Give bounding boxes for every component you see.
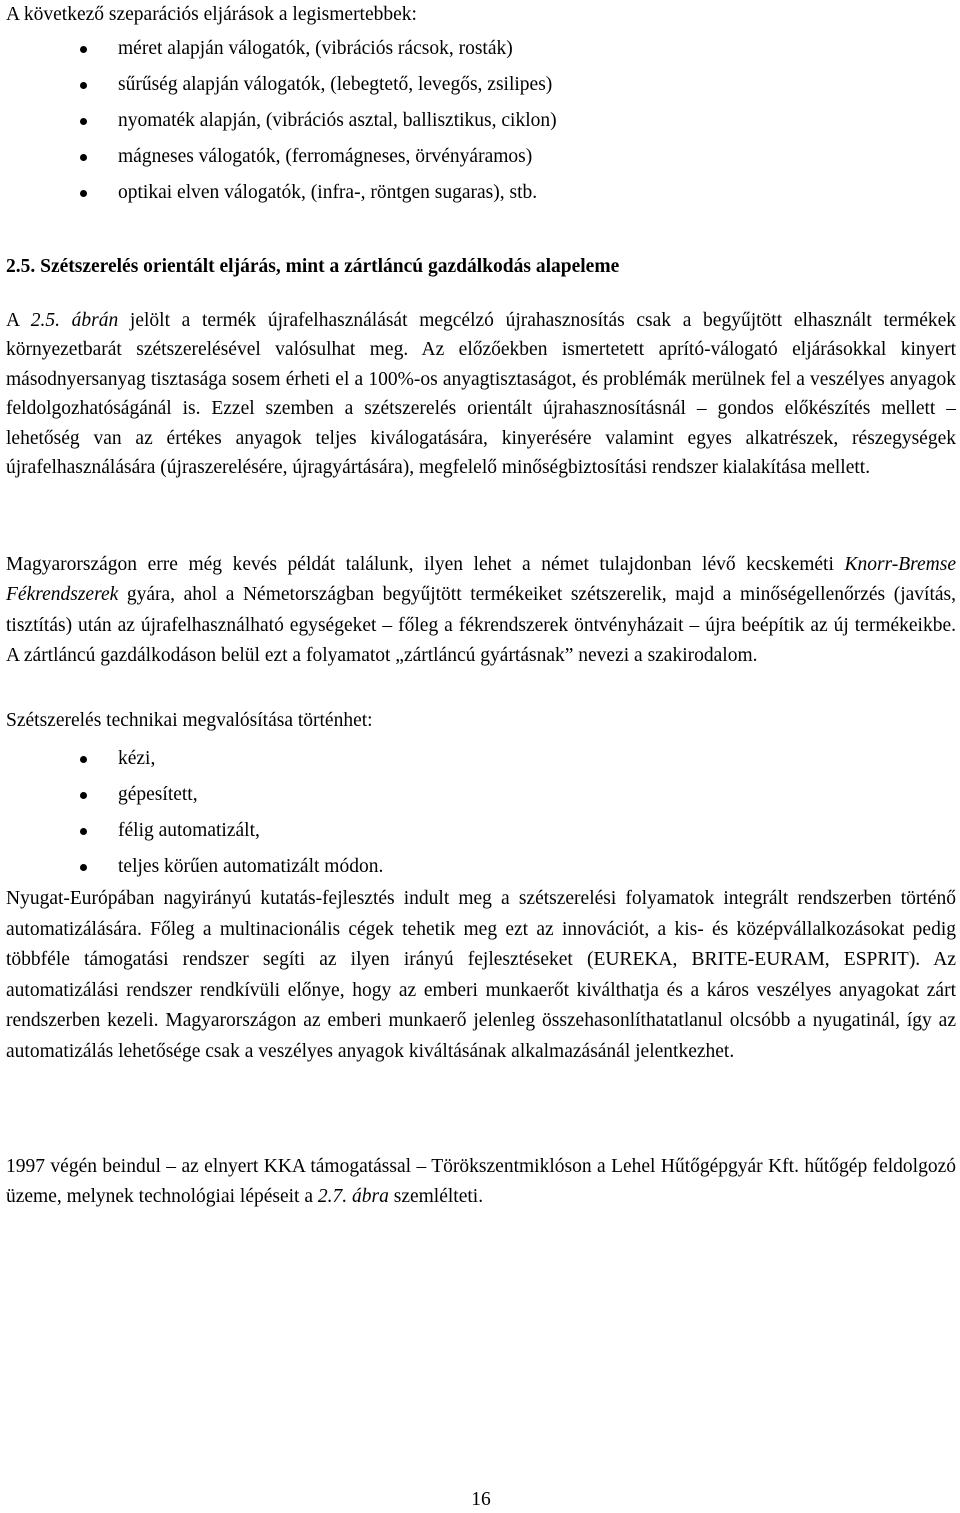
bullet-icon [80, 792, 87, 799]
bullet-icon [80, 46, 87, 53]
paragraph-text: gyára, ahol a Németországban begyűjtött termékeiket szétszerelik, majd a minőségellenőrzés (javítás, tisztítás) után az újrafelhasználható egységeket – főleg a fékrendszerek öntvényházait – újra beépítik az új termékeikbe. A zártláncú gazdálkodáson belül ezt a folyamatot „zártláncú gyártásnak” nevezi a szakirodalom. [6, 584, 956, 666]
list-item-text: optikai elven válogatók, (infra-, röntgen sugaras), stb. [118, 182, 538, 203]
paragraph-lehel-factory [6, 1152, 956, 1212]
paragraph-lead: A [6, 310, 31, 331]
company-name: Knorr-Bremse Fékrendszerek [6, 554, 956, 606]
section-heading: 2.5. Szétszerelés orientált eljárás, mint a zártláncú gazdálkodás alapeleme [6, 256, 620, 277]
paragraph-text: szemlélteti. [388, 1186, 484, 1207]
list-item-text: teljes körűen automatizált módon. [118, 856, 384, 877]
paragraph-technical-implementation: Szétszerelés technikai megvalósítása történhet: [6, 710, 373, 731]
list-item [6, 180, 956, 216]
paragraph-text: jelölt a termék újrafelhasználását megcélzó újrahasznosítás csak a begyűjtött elhasznált termékek környezetbarát szétszerelésével valósulhat meg. Az előzőekben ismertetett aprító-válogató eljárásokkal kinyert másodnyersanyag tisztasága sosem érheti el a 100%-os anyagtisztaságot, és problémák merülnek fel a veszélyes anyagok feldolgozhatóságánál is. Ezzel szemben a szétszerelés orientált újrahasznosításnál – gondos előkészítés mellett – lehetőség van az értékes anyagok teljes kiválogatására, kinyerésére valamint egyes alkatrészek, részegységek újrafelhasználására (újraszerelésére, újragyártására), megfelelő minőségbiztosítási rendszer kialakítása mellett. [6, 310, 957, 479]
paragraph-text: Magyarországon erre még kevés példát találunk, ilyen lehet a német tulajdonban lévő kecskeméti [6, 554, 845, 575]
bullet-icon [80, 756, 87, 763]
list-item [6, 782, 956, 818]
paragraph-hungary-example [6, 550, 956, 671]
bullet-icon [80, 864, 87, 871]
separation-methods-list [6, 36, 956, 216]
figure-reference: 2.5. ábrán [30, 310, 119, 331]
paragraph-western-europe: Nyugat-Európában nagyirányú kutatás-fejlesztés indult meg a szétszerelési folyamatok integrált rendszerben történő automatizálására. Főleg a multinacionális cégek tehetik meg ezt az innovációt, a kis- és középvállalkozásokat pedig többféle támogatási rendszer segíti az ilyen irányú fejlesztéseket (EUREKA, BRITE-EURAM, ESPRIT). Az automatizálási rendszer rendkívüli előnye, hogy az emberi munkaerőt kiválthatja és a káros veszélyes anyagokat zárt rendszerben kezeli. Magyarországon az emberi munkaerő jelenleg összehasonlíthatatlanul olcsóbb a nyugatinál, így az automatizálás lehetősége csak a veszélyes anyagok kiváltásának alkalmazásánál jelentkezhet. [6, 888, 956, 1062]
figure-reference: 2.7. ábra [317, 1186, 389, 1207]
page-number: 16 [471, 1489, 491, 1510]
list-item [6, 144, 956, 180]
list-item [6, 36, 956, 72]
list-item [6, 108, 956, 144]
list-item-text: kézi, [118, 748, 156, 769]
bullet-icon [80, 118, 87, 125]
disassembly-methods-list [6, 746, 956, 890]
list-item-text: gépesített, [118, 784, 198, 805]
list-item-text: nyomaték alapján, (vibrációs asztal, ballisztikus, ciklon) [118, 110, 557, 131]
bullet-icon [80, 190, 87, 197]
paragraph-disassembly-recycling [6, 306, 956, 482]
bullet-icon [80, 82, 87, 89]
list-item-text: méret alapján válogatók, (vibrációs rácsok, rosták) [118, 38, 513, 59]
list-item-text: sűrűség alapján válogatók, (lebegtető, levegős, zsilipes) [118, 74, 553, 95]
paragraph-text: 1997 végén beindul – az elnyert KKA támogatással – Törökszentmiklóson a Lehel Hűtőgépgyár Kft. hűtőgép feldolgozó üzeme, melynek technológiai lépéseit a [6, 1156, 956, 1207]
list-item-text: félig automatizált, [118, 820, 260, 841]
bullet-icon [80, 154, 87, 161]
list-item [6, 746, 956, 782]
bullet-icon [80, 828, 87, 835]
intro-text: A következő szeparációs eljárások a legismertebbek: [6, 4, 417, 25]
list-item [6, 72, 956, 108]
list-item-text: mágneses válogatók, (ferromágneses, örvényáramos) [118, 146, 533, 167]
list-item [6, 818, 956, 854]
